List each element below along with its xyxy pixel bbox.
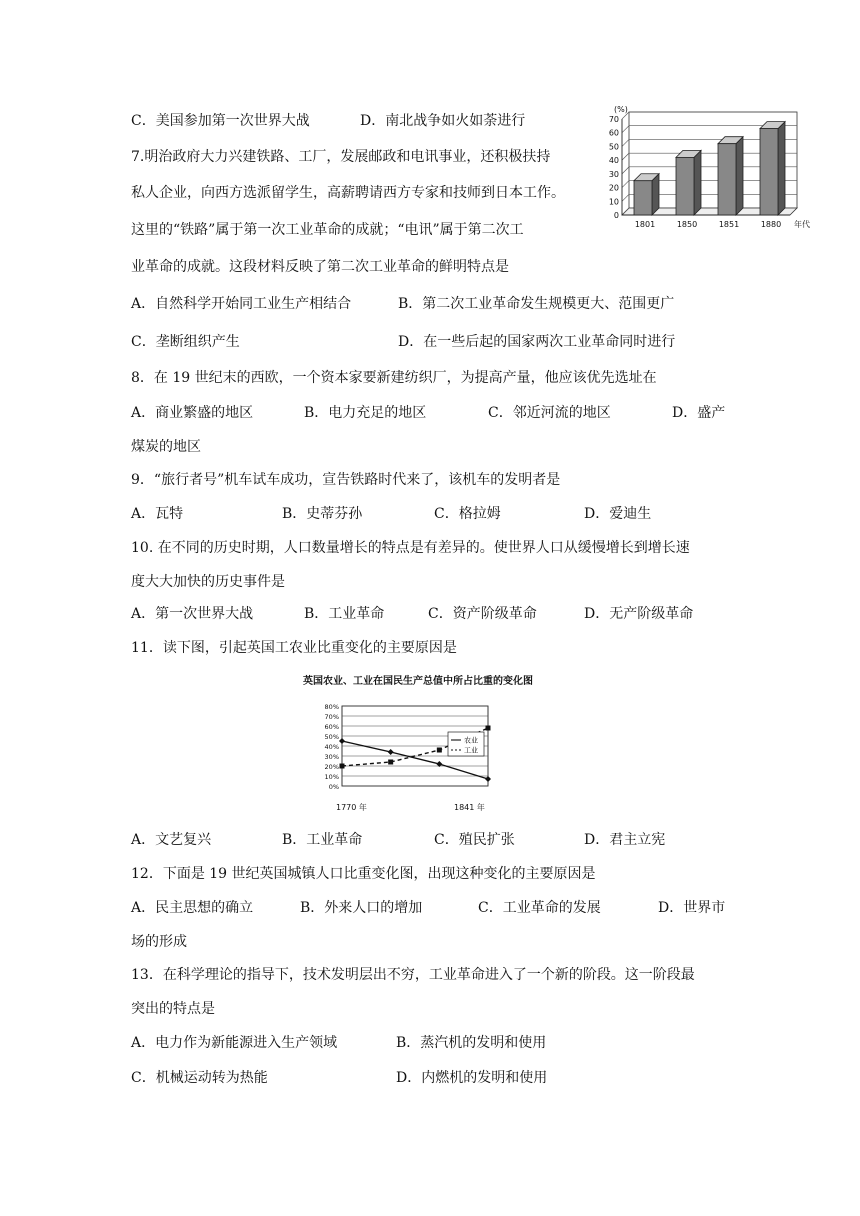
bar-gridline-diag xyxy=(622,139,629,146)
q11-option-c: C．殖民扩张 xyxy=(434,832,515,848)
line-chart-plot xyxy=(303,674,533,812)
q11-option-d: D．君主立宪 xyxy=(584,832,666,848)
bar xyxy=(634,174,659,215)
q10-option-b: B．工业革命 xyxy=(304,606,385,622)
line-point xyxy=(486,726,491,731)
bar-y-tick-label: 0 xyxy=(613,211,619,220)
bar-y-tick-label: 70 xyxy=(608,115,619,124)
q10-line-1: 10. 在不同的历史时期，人口数量增长的特点是有差异的。使世界人口从缓慢增长到增长速 xyxy=(131,540,690,556)
bar-gridline-diag xyxy=(622,181,629,188)
q11-option-a: A．文艺复兴 xyxy=(131,832,212,848)
bar-front xyxy=(634,181,652,215)
q12-option-d-wrap: 场的形成 xyxy=(131,934,187,950)
bar-x-tick-label: 1801 xyxy=(634,220,656,229)
q7-option-a: A．自然科学开始同工业生产相结合 xyxy=(131,296,352,312)
bar xyxy=(760,122,785,215)
line-x-label-start: 1770 年 xyxy=(336,803,367,812)
bar-y-tick-label: 40 xyxy=(608,156,619,166)
q12-stem: 12．下面是 19 世纪英国城镇人口比重变化图，出现这种变化的主要原因是 xyxy=(131,866,596,882)
q10-option-c: C．资产阶级革命 xyxy=(428,606,537,622)
bar-side xyxy=(694,150,701,215)
line-y-tick-label: 60% xyxy=(324,723,339,731)
q7-line-2: 私人企业，向西方选派留学生，高薪聘请西方专家和技师到日本工作。 xyxy=(131,185,565,201)
bar-front xyxy=(760,129,778,215)
bar-gridline-diag xyxy=(622,153,629,160)
q10-option-d: D．无产阶级革命 xyxy=(584,606,694,622)
bar-gridline-diag xyxy=(622,194,629,201)
bar xyxy=(676,150,701,215)
q8-stem: 8．在 19 世纪末的西欧，一个资本家要新建纺织厂，为提高产量，他应该优先选址在 xyxy=(131,370,657,386)
q13-option-b: B．蒸汽机的发明和使用 xyxy=(396,1035,547,1051)
q7-option-b: B．第二次工业革命发生规模更大、范围更广 xyxy=(398,296,675,312)
q13-option-a: A．电力作为新能源进入生产领域 xyxy=(131,1035,338,1051)
bar-gridline-diag xyxy=(622,126,629,133)
q11-option-b: B．工业革命 xyxy=(282,832,363,848)
q12-option-c: C．工业革命的发展 xyxy=(478,900,601,916)
line-y-tick-label: 80% xyxy=(324,703,339,711)
line-y-tick-label: 30% xyxy=(324,753,339,761)
bar-x-axis-label: 年代 xyxy=(794,220,810,229)
q8-option-d: D．盛产 xyxy=(672,405,726,421)
line-point xyxy=(437,748,442,753)
q8-option-d-wrap: 煤炭的地区 xyxy=(131,439,201,455)
bar-x-tick-label: 1880 xyxy=(760,220,782,229)
q9-option-b: B．史蒂芬孙 xyxy=(282,506,363,522)
line-legend-label: 工业 xyxy=(464,746,478,755)
q9-option-a: A．瓦特 xyxy=(131,506,184,522)
bar-y-axis-label: (%) xyxy=(614,105,628,114)
bar xyxy=(718,137,743,215)
bar-front xyxy=(718,144,736,215)
q7-line-4: 业革命的成就。这段材料反映了第二次工业革命的鲜明特点是 xyxy=(131,259,509,275)
q12-option-b: B．外来人口的增加 xyxy=(300,900,423,916)
line-chart-agri-industry xyxy=(300,672,536,820)
bar-gridline-diag xyxy=(622,167,629,174)
q13-line-1: 13．在科学理论的指导下，技术发明层出不穷，工业革命进入了一个新的阶段。这一阶段最 xyxy=(131,967,695,983)
q8-option-c: C．邻近河流的地区 xyxy=(488,405,611,421)
q10-line-2: 度大大加快的历史事件是 xyxy=(131,574,285,590)
line-point xyxy=(340,764,345,769)
q9-option-c: C．格拉姆 xyxy=(434,506,501,522)
line-point xyxy=(388,760,393,765)
line-y-tick-label: 20% xyxy=(324,763,339,771)
q9-option-d: D．爱迪生 xyxy=(584,506,652,522)
bar-chart-3d xyxy=(598,103,816,231)
q13-option-c: C．机械运动转为热能 xyxy=(131,1070,268,1086)
line-y-tick-label: 40% xyxy=(324,743,339,751)
line-x-label-end: 1841 年 xyxy=(454,803,485,812)
q13-option-d: D．内燃机的发明和使用 xyxy=(396,1070,548,1086)
bar-y-tick-label: 30 xyxy=(608,169,619,179)
bar-y-tick-label: 60 xyxy=(608,128,619,138)
bar-y-tick-label: 50 xyxy=(608,142,619,152)
q9-stem: 9．“旅行者号”机车试车成功，宣告铁路时代来了，该机车的发明者是 xyxy=(131,472,561,488)
bar-side xyxy=(778,122,785,215)
q7-option-c: C．垄断组织产生 xyxy=(131,334,240,350)
bar-x-tick-label: 1851 xyxy=(718,220,740,229)
line-y-tick-label: 0% xyxy=(328,783,339,791)
line-y-tick-label: 10% xyxy=(324,773,339,781)
q7-line-1: 7.明治政府大力兴建铁路、工厂，发展邮政和电讯事业，还积极扶持 xyxy=(131,149,551,165)
bar-front xyxy=(676,157,694,215)
q12-option-d: D．世界市 xyxy=(658,900,726,916)
bar-y-tick-label: 20 xyxy=(608,183,619,193)
q10-option-a: A．第一次世界大战 xyxy=(131,606,254,622)
line-y-tick-label: 70% xyxy=(324,713,339,721)
line-y-tick-label: 50% xyxy=(324,733,339,741)
bar-chart-plot xyxy=(609,105,810,229)
bar-y-tick-label: 10 xyxy=(608,197,619,207)
q8-option-a: A．商业繁盛的地区 xyxy=(131,405,254,421)
line-legend-label: 农业 xyxy=(464,736,478,745)
q6-option-d: D．南北战争如火如荼进行 xyxy=(360,113,526,129)
q6-option-c: C．美国参加第一次世界大战 xyxy=(131,113,310,129)
bar-side xyxy=(736,137,743,215)
q13-line-2: 突出的特点是 xyxy=(131,1001,215,1017)
q7-option-d: D．在一些后起的国家两次工业革命同时进行 xyxy=(398,334,676,350)
bar-x-tick-label: 1850 xyxy=(676,220,698,229)
q8-option-b: B．电力充足的地区 xyxy=(304,405,427,421)
line-chart-title: 英国农业、工业在国民生产总值中所占比重的变化图 xyxy=(303,676,533,687)
q11-stem: 11．读下图，引起英国工农业比重变化的主要原因是 xyxy=(131,640,457,656)
q7-line-3: 这里的“铁路”属于第一次工业革命的成就；“电讯”属于第二次工 xyxy=(131,222,524,238)
q12-option-a: A．民主思想的确立 xyxy=(131,900,254,916)
